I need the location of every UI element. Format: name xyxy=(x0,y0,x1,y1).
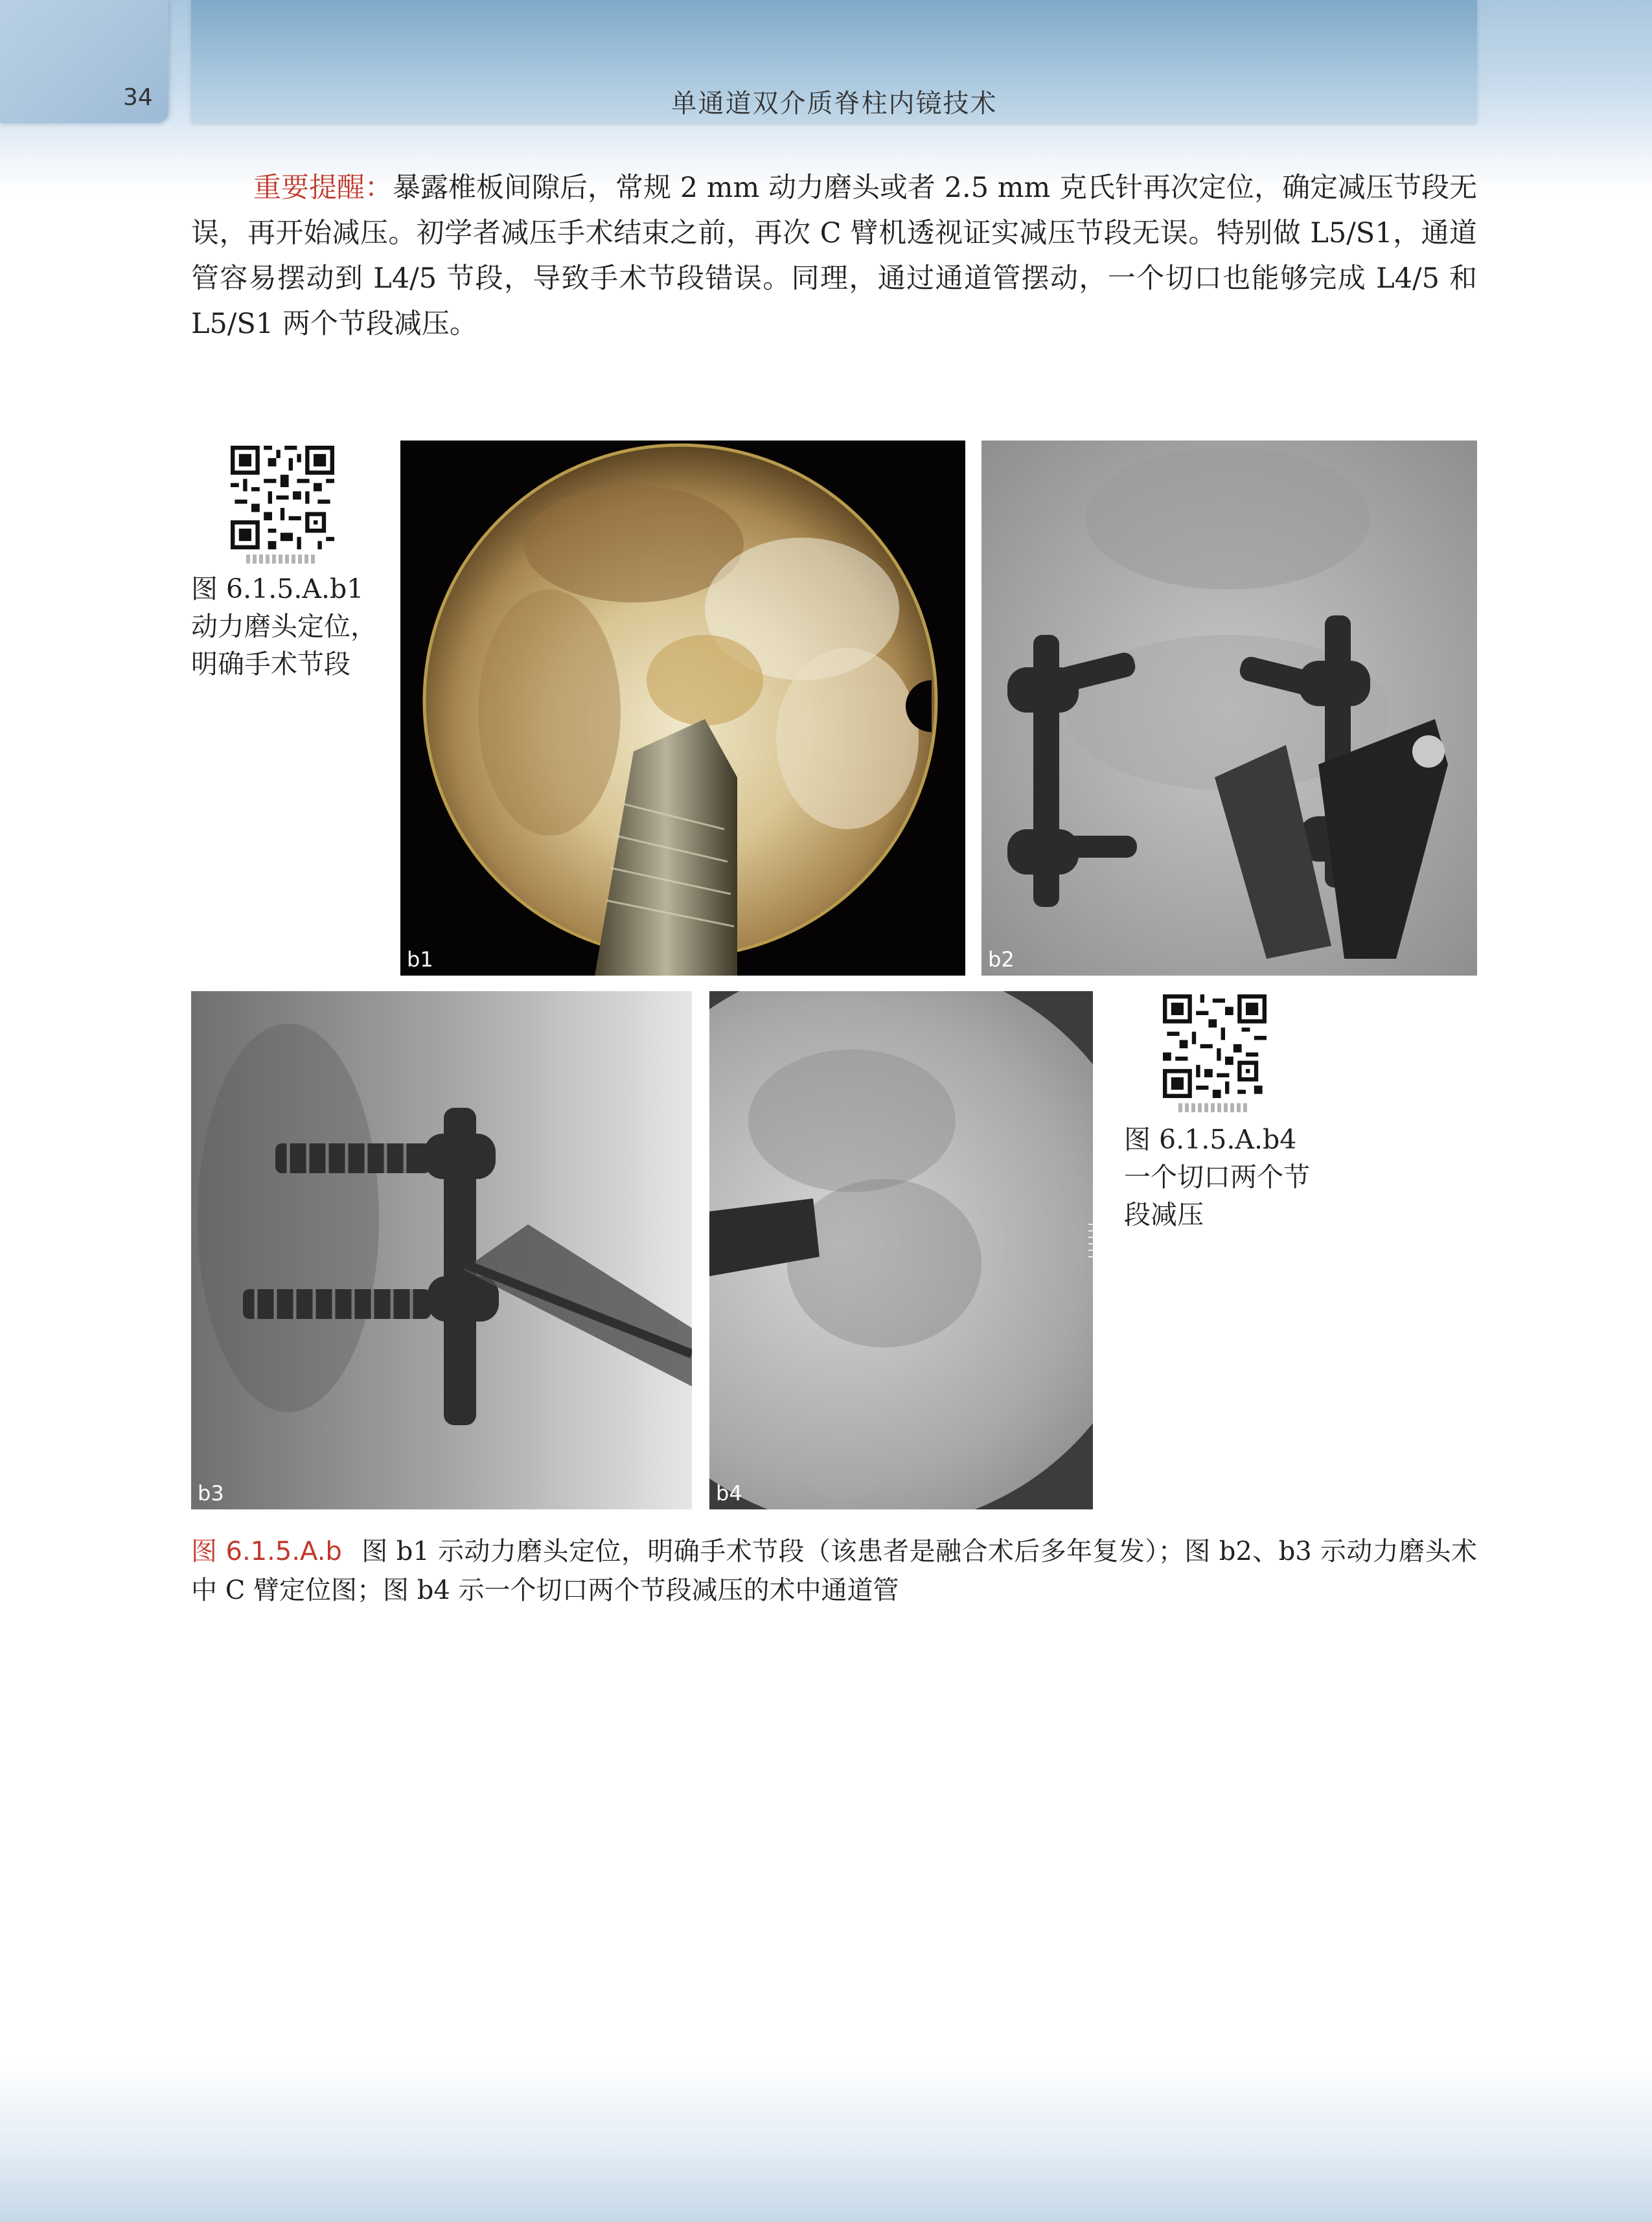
fluoroscopy-lateral-image xyxy=(191,991,692,1509)
figure-caption-number: 图 6.1.5.A.b xyxy=(191,1537,342,1566)
qr-code-graphic xyxy=(1163,994,1267,1098)
qr-code-footnote xyxy=(246,555,317,564)
qr-code-footnote xyxy=(1178,1103,1250,1112)
figure-panel-b4 xyxy=(709,991,1093,1509)
footer-background xyxy=(0,2060,1652,2222)
panel-label-b1: b1 xyxy=(407,947,433,972)
figure-b4-side-caption: 图 6.1.5.A.b4 一个切口两个节段减压 xyxy=(1124,1124,1310,1230)
qr-code-icon[interactable] xyxy=(231,446,334,549)
panel-label-b3: b3 xyxy=(198,1481,224,1506)
reminder-text: 暴露椎板间隙后，常规 2 mm 动力磨头或者 2.5 mm 克氏针再次定位，确定减压节段无误，再开始减压。初学者减压手术结束之前，再次 C 臂机透视证实减压节段无误。特别做 L5/S1，通道管容易摆动到 L4/5 节段，导致手术节段错误。同理，通过通道管摆动，一个切口也能够完成 L4/5 和 L5/S1 两个节段减压。 xyxy=(191,172,1478,340)
figure-panel-b1 xyxy=(400,441,965,976)
figure-caption xyxy=(191,1532,1477,1610)
running-title: 单通道双介质脊柱内镜技术 xyxy=(671,89,998,119)
figure-panel-b3 xyxy=(191,991,692,1509)
panel-label-b4: b4 xyxy=(716,1481,742,1506)
qr-code-icon[interactable] xyxy=(1163,994,1267,1098)
fluoroscopy-ap-image xyxy=(981,441,1477,976)
reminder-label: 重要提醒： xyxy=(253,172,393,204)
fluoroscopy-circular-image xyxy=(709,991,1093,1509)
panel-label-b2: b2 xyxy=(988,947,1015,972)
reminder-paragraph xyxy=(191,165,1477,347)
endoscopic-image xyxy=(400,441,965,976)
page-number: 34 xyxy=(123,84,153,111)
figure-caption-text: 图 b1 示动力磨头定位，明确手术节段（该患者是融合术后多年复发）；图 b2、b3 示动力磨头术中 C 臂定位图；图 b4 示一个切口两个节段减压的术中通道管 xyxy=(191,1537,1477,1605)
figure-b1-side-caption: 图 6.1.5.A.b1 动力磨头定位，明确手术节段 xyxy=(191,573,377,680)
qr-code-graphic xyxy=(231,446,334,549)
figure-panel-b2 xyxy=(981,441,1477,976)
